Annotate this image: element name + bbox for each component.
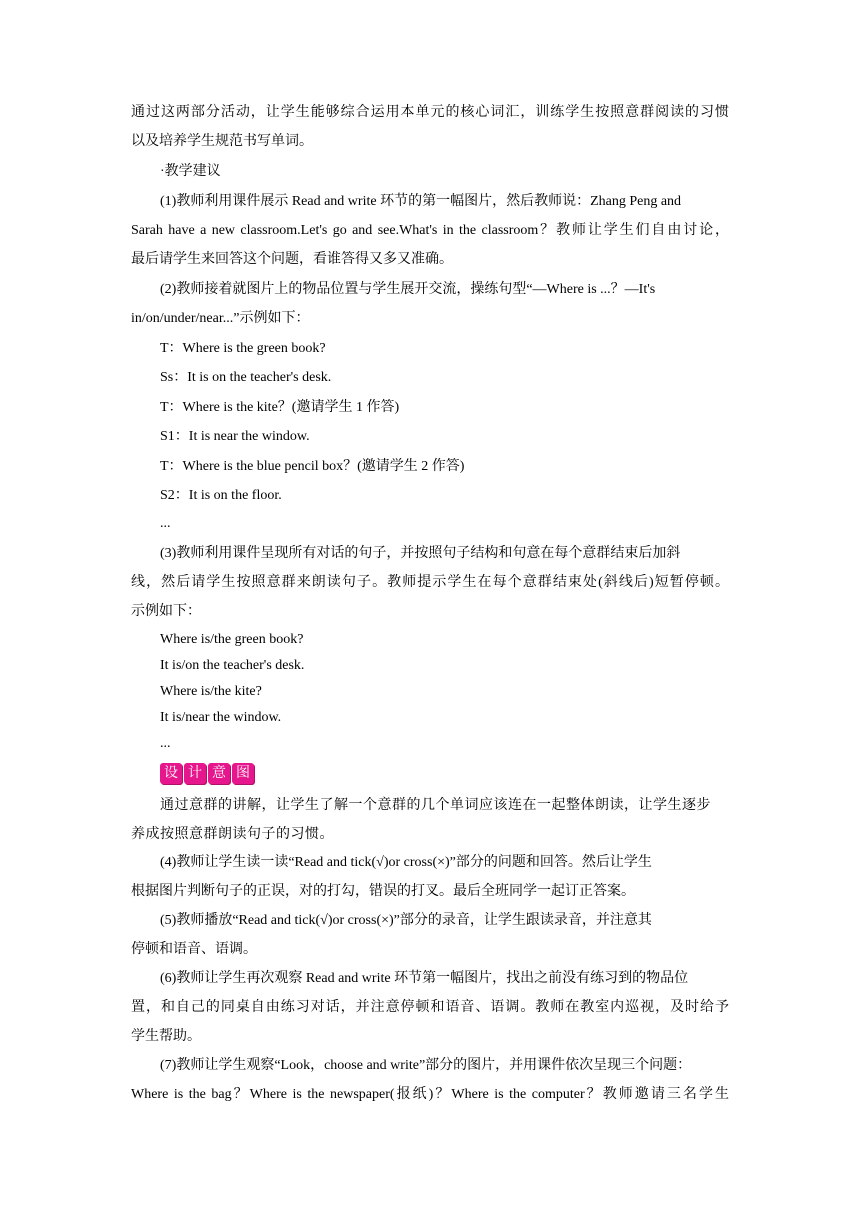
paragraph-line: (2)教师接着就图片上的物品位置与学生展开交流，操练句型“—Where is ...？—It's (160, 282, 656, 297)
example-line: It is/near the window. (160, 710, 282, 725)
example-line: It is/on the teacher's desk. (160, 658, 305, 673)
paragraph-line: (3)教师利用课件呈现所有对话的句子，并按照句子结构和句意在每个意群结束后加斜 (160, 546, 681, 561)
dialogue-line: T：Where is the green book? (160, 341, 326, 356)
dialogue-line: S2：It is on the floor. (160, 488, 282, 503)
ellipsis: ... (160, 736, 171, 751)
ellipsis: ... (160, 516, 171, 531)
paragraph-line: 置，和自己的同桌自由练习对话，并注意停顿和语音、语调。教师在教室内巡视，及时给予 (131, 1000, 729, 1015)
example-line: Where is/the green book? (160, 632, 304, 647)
paragraph-line: Where is the bag？Where is the newspaper(报纸)？Where is the computer？教师邀请三名学生 (131, 1087, 729, 1102)
paragraph-line: 示例如下： (131, 604, 201, 619)
badge-char: 图 (232, 763, 254, 784)
paragraph-line: (1)教师利用课件展示 Read and write 环节的第一幅图片，然后教师说：Zhang Peng and (160, 194, 682, 209)
paragraph-line: 以及培养学生规范书写单词。 (131, 134, 313, 149)
paragraph-line: (4)教师让学生读一读“Read and tick(√)or cross(×)”部分的问题和回答。然后让学生 (160, 855, 652, 870)
design-intent-badge (160, 763, 254, 784)
paragraph-line: 通过这两部分活动，让学生能够综合运用本单元的核心词汇，训练学生按照意群阅读的习惯 (131, 105, 729, 120)
paragraph-line: (7)教师让学生观察“Look，choose and write”部分的图片，并用课件依次呈现三个问题： (160, 1058, 692, 1073)
dialogue-line: Ss：It is on the teacher's desk. (160, 370, 332, 385)
badge-char: 意 (208, 763, 230, 784)
paragraph-line: (6)教师让学生再次观察 Read and write 环节第一幅图片，找出之前没有练习到的物品位 (160, 971, 689, 986)
dialogue-line: T：Where is the kite？(邀请学生 1 作答) (160, 400, 400, 415)
dialogue-line: S1：It is near the window. (160, 429, 310, 444)
paragraph-line: 最后请学生来回答这个问题，看谁答得又多又准确。 (131, 252, 453, 267)
paragraph-line: 学生帮助。 (131, 1029, 201, 1044)
paragraph-line: 停顿和语音、语调。 (131, 942, 257, 957)
paragraph-line: 线，然后请学生按照意群来朗读句子。教师提示学生在每个意群结束处(斜线后)短暂停顿。 (131, 575, 729, 590)
badge-char: 计 (184, 763, 206, 784)
example-line: Where is/the kite? (160, 684, 262, 699)
section-heading: ·教学建议 (160, 164, 221, 179)
dialogue-line: T：Where is the blue pencil box？(邀请学生 2 作答) (160, 459, 465, 474)
design-intent-line: 通过意群的讲解，让学生了解一个意群的几个单词应该连在一起整体朗读，让学生逐步 (160, 797, 711, 813)
paragraph-line: in/on/under/near...”示例如下： (131, 311, 310, 326)
design-intent-line: 养成按照意群朗读句子的习惯。 (131, 826, 334, 842)
paragraph-line: (5)教师播放“Read and tick(√)or cross(×)”部分的录音，让学生跟读录音，并注意其 (160, 913, 652, 928)
paragraph-line: 根据图片判断句子的正误，对的打勾，错误的打叉。最后全班同学一起订正答案。 (131, 884, 635, 899)
badge-char: 设 (160, 763, 182, 784)
paragraph-line: Sarah have a new classroom.Let's go and see.What's in the classroom？教师让学生们自由讨论， (131, 223, 729, 238)
